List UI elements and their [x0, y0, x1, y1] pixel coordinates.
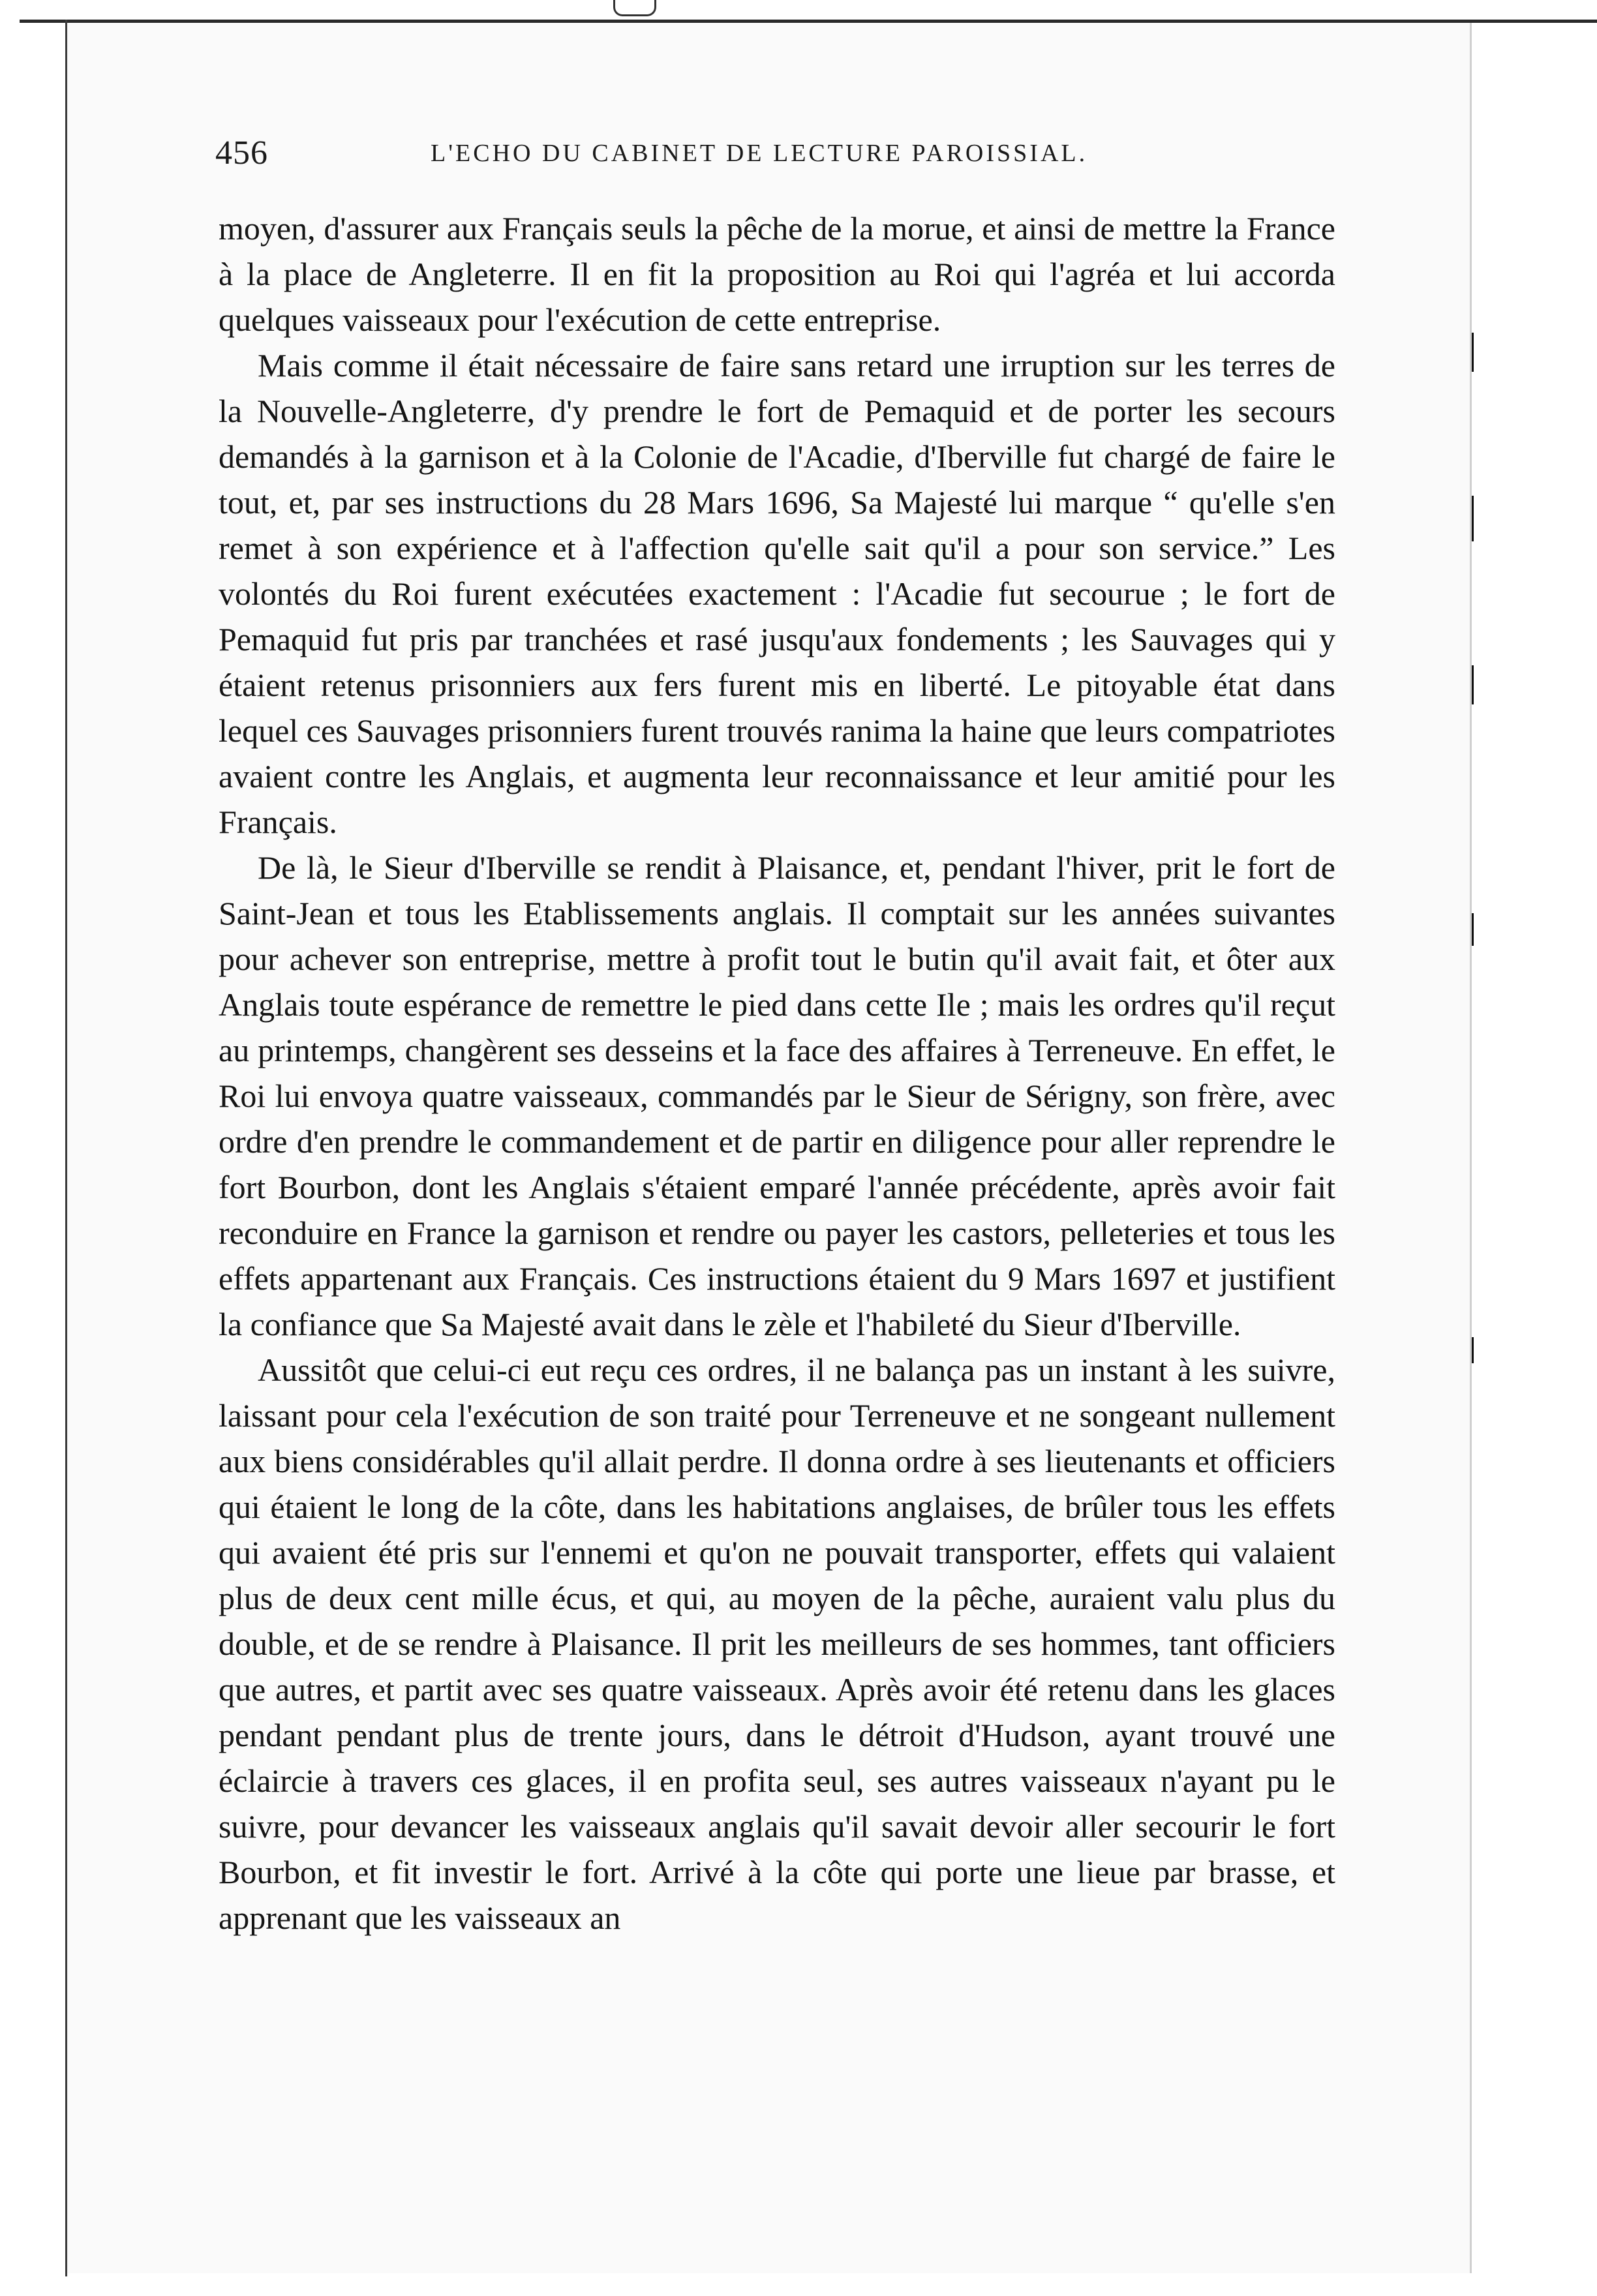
- page-edge-mark: [1472, 496, 1474, 541]
- page-header: [215, 134, 1324, 173]
- page-edge-mark: [1472, 1337, 1474, 1363]
- paragraph: De là, le Sieur d'Iberville se rendit à Plaisance, et, pendant l'hiver, prit le fort de Saint-Jean et tous les Etablissements anglais. Il comptait sur les années suivantes pour achever son entreprise, mettre à profit tout le butin qu'il avait fait, et ôter aux Anglais toute espérance de remettre le pied dans cette Ile ; mais les ordres qu'il reçut au printemps, changèrent ses desseins et la face des affaires à Terreneuve. En effet, le Roi lui envoya quatre vaisseaux, commandés par le Sieur de Sérigny, son frère, avec ordre d'en prendre le commandement et de partir en diligence pour aller reprendre le fort Bourbon, dont les Anglais s'étaient emparé l'année précédente, après avoir fait reconduire en France la garnison et rendre ou payer les castors, pelleteries et tous les effets appartenant aux Français. Ces instructions étaient du 9 Mars 1697 et justifient la confiance que Sa Majesté avait dans le zèle et l'habileté du Sieur d'Iberville.: [219, 849, 1335, 1342]
- page-edge-mark: [1472, 333, 1474, 372]
- paragraph: Mais comme il était nécessaire de faire sans retard une irruption sur les terres de la Nouvelle-Angleterre, d'y prendre le fort de Pemaquid et de porter les secours demandés à la garnison et à la Colonie de l'Acadie, d'Iberville fut chargé de faire le tout, et, par ses instructions du 28 Mars 1696, Sa Majesté lui marque “ qu'elle s'en remet à son expérience et à l'affection qu'elle sait qu'il a pour son service.” Les volontés du Roi furent exécutées exactement : l'Acadie fut secourue ; le fort de Pemaquid fut pris par tranchées et rasé jusqu'aux fondements ; les Sauvages qui y étaient retenus prisonniers aux fers furent mis en liberté. Le pitoyable état dans lequel ces Sauvages prisonniers furent trouvés ranima la haine que leurs compatriotes avaient contre les Anglais, et augmenta leur reconnaissance et leur amitié pour les Français.: [219, 347, 1335, 840]
- page-edge-mark: [1472, 913, 1474, 946]
- binding-clip-mark: [613, 0, 656, 16]
- paragraph: Aussitôt que celui-ci eut reçu ces ordres, il ne balança pas un instant à les suivre, laissant pour cela l'exécution de son traité pour Terreneuve et ne songeant nullement aux biens considérables qu'il allait perdre. Il donna ordre à ses lieutenants et officiers qui étaient le long de la côte, dans les habitations anglaises, de brûler tous les effets qui avaient été pris sur l'ennemi et qu'on ne pouvait transporter, effets qui valaient plus de deux cent mille écus, et qui, au moyen de la pêche, auraient valu plus du double, et de se rendre à Plaisance. Il prit les meilleurs de ses hommes, tant officiers que autres, et partit avec ses quatre vaisseaux. Après avoir été retenu dans les glaces pendant pendant plus de trente jours, dans le détroit d'Hudson, ayant trouvé une éclaircie à travers ces glaces, il en profita seul, ses autres vaisseaux n'ayant pu le suivre, pour devancer les vaisseaux anglais qu'il savait devoir aller secourir le fort Bourbon, et fit investir le fort. Arrivé à la côte qui porte une lieue par brasse, et apprenant que les vaisseaux an: [219, 1352, 1335, 1936]
- running-title: L'ECHO DU CABINET DE LECTURE PAROISSIAL.: [431, 140, 1088, 167]
- body-text: [219, 205, 1335, 1941]
- paragraph: moyen, d'assurer aux Français seuls la pêche de la morue, et ainsi de mettre la France à la place de Angleterre. Il en fit la proposition au Roi qui l'agréa et lui accorda quelques vaisseaux pour l'exécution de cette entreprise.: [219, 210, 1335, 338]
- page-number: 456: [215, 134, 268, 172]
- page-edge-mark: [1472, 665, 1474, 704]
